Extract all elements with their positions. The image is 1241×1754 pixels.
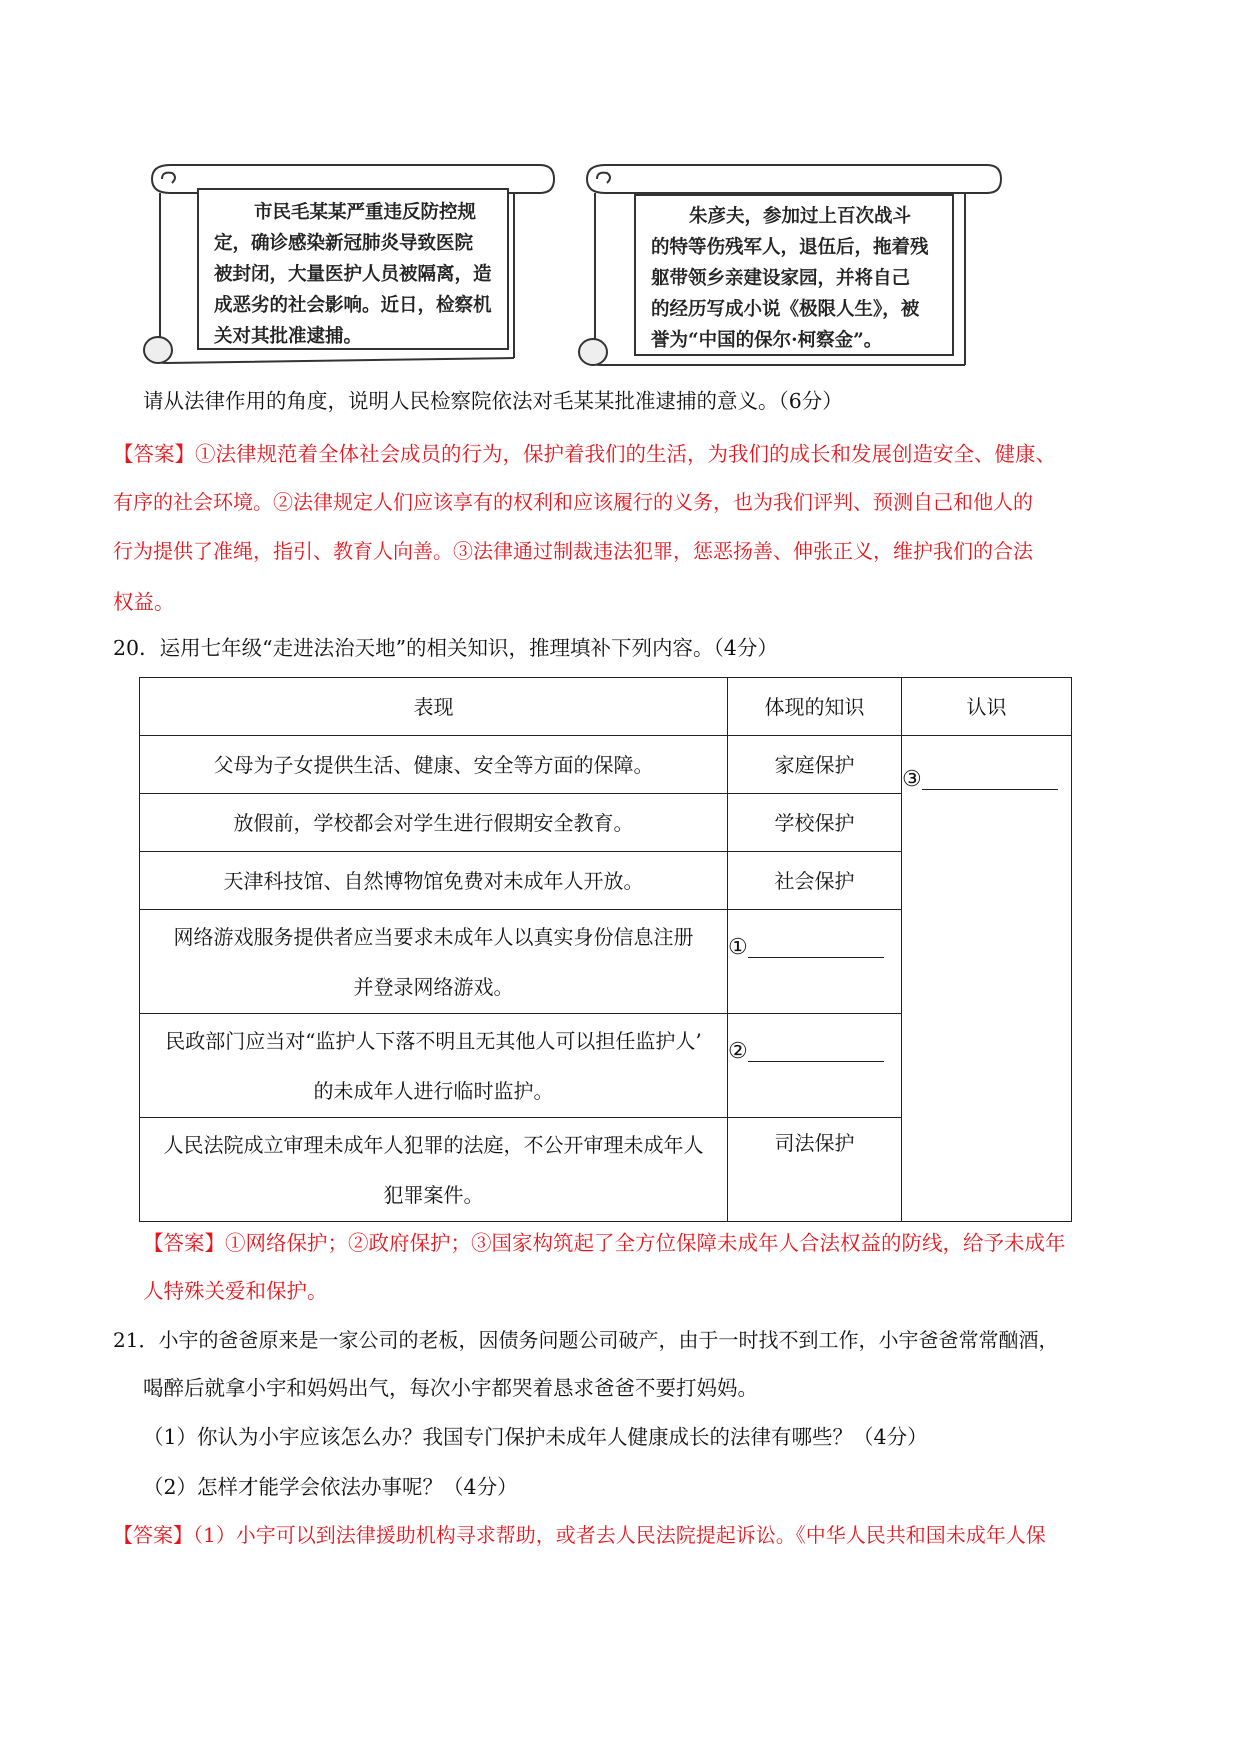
table-header-row bbox=[140, 678, 1072, 736]
scroll-illustration-1 bbox=[140, 155, 560, 370]
answer-19-line-1 bbox=[113, 444, 1056, 465]
answer-19-line-2: 有序的社会环境。②法律规定人们应该享有的权利和应该履行的义务，也为我们评判、预测自己和他人的 bbox=[113, 490, 1033, 514]
answer-21-line-1 bbox=[113, 1525, 1046, 1545]
scroll-illustration-2 bbox=[575, 155, 1005, 370]
performance-line: 民政部门应当对“监护人下落不明且无其他人可以担任监护人’ bbox=[165, 1028, 702, 1053]
table-cell-knowledge bbox=[728, 1014, 902, 1118]
question-21-sub-2: （2）怎样才能学会依法办事呢？（4分） bbox=[143, 1475, 518, 1499]
scroll-1-line: 关对其批准逮捕。 bbox=[214, 326, 363, 347]
question-21-sub-1: （1）你认为小宇应该怎么办？我国专门保护未成年人健康成长的法律有哪些？（4分） bbox=[143, 1425, 928, 1449]
scroll-1-line: 定，确诊感染新冠肺炎导致医院 bbox=[214, 233, 474, 254]
answer-text: （1）小宇可以到法律援助机构寻求帮助，或者去人民法院提起诉讼。《中华人民共和国未成年人保 bbox=[193, 1523, 1046, 1547]
scroll-2-line: 誉为“中国的保尔·柯察金”。 bbox=[651, 330, 883, 351]
table-cell-performance bbox=[140, 910, 728, 1014]
answer-text: ①网络保护；②政府保护；③国家构筑起了全方位保障未成年人合法权益的防线，给予未成年 bbox=[225, 1231, 1066, 1255]
performance-line: 网络游戏服务提供者应当要求未成年人以真实身份信息注册 bbox=[173, 924, 694, 949]
table-cell-knowledge bbox=[728, 910, 902, 1014]
answer-20-line-2: 人特殊关爱和保护。 bbox=[143, 1279, 328, 1303]
blank-marker-3: ③ bbox=[902, 767, 922, 792]
scroll-2-line: 躯带领乡亲建设家园，并将自己 bbox=[651, 268, 911, 289]
answer-tag: 【答案】 bbox=[113, 442, 195, 466]
scroll-1-line: 成恶劣的社会影响。近日，检察机 bbox=[214, 295, 492, 316]
table-cell-knowledge: 社会保护 bbox=[728, 852, 902, 910]
performance-line: 人民法院成立审理未成年人犯罪的法庭，不公开审理未成年人 bbox=[163, 1132, 704, 1157]
performance-line: 犯罪案件。 bbox=[383, 1182, 484, 1207]
performance-line: 并登录网络游戏。 bbox=[353, 974, 514, 999]
table-cell-performance: 父母为子女提供生活、健康、安全等方面的保障。 bbox=[140, 736, 728, 794]
scroll-1-line: 被封闭，大量医护人员被隔离，造 bbox=[214, 264, 492, 285]
fill-blank-1[interactable] bbox=[748, 935, 884, 958]
blank-marker-2: ② bbox=[728, 1039, 748, 1064]
question-21-line-2: 喝醉后就拿小宇和妈妈出气，每次小宇都哭着恳求爸爸不要打妈妈。 bbox=[143, 1376, 758, 1400]
scroll-2-line: 的经历写成小说《极限人生》，被 bbox=[651, 299, 920, 320]
table-cell-performance bbox=[140, 1014, 728, 1118]
scroll-1-line: 市民毛某某严重违反防控规 bbox=[254, 202, 477, 223]
table-row bbox=[140, 736, 1072, 794]
performance-line: 的未成年人进行临时监护。 bbox=[313, 1078, 554, 1103]
table-cell-knowledge: 学校保护 bbox=[728, 794, 902, 852]
table-header: 表现 bbox=[140, 678, 728, 736]
knowledge-table bbox=[139, 677, 1072, 1222]
question-20-prompt: 20．运用七年级“走进法治天地”的相关知识，推理填补下列内容。（4分） bbox=[113, 636, 778, 660]
table-cell-performance bbox=[140, 1118, 728, 1222]
scroll-2-line: 的特等伤残军人，退伍后，拖着残 bbox=[651, 237, 929, 258]
scroll-2-line: 朱彦夫，参加过上百次战斗 bbox=[689, 206, 912, 227]
table-header: 认识 bbox=[902, 678, 1072, 736]
question-21-line-1: 21．小宇的爸爸原来是一家公司的老板，因债务问题公司破产，由于一时找不到工作，小宇爸爸常常酗酒， bbox=[113, 1328, 1059, 1352]
answer-text: ①法律规范着全体社会成员的行为，保护着我们的生活，为我们的成长和发展创造安全、健康、 bbox=[195, 442, 1056, 466]
table-cell-knowledge: 家庭保护 bbox=[728, 736, 902, 794]
table-cell-recognition bbox=[902, 736, 1072, 1222]
answer-tag: 【答案】 bbox=[113, 1523, 193, 1547]
answer-19-line-4: 权益。 bbox=[113, 590, 175, 614]
table-cell-performance: 天津科技馆、自然博物馆免费对未成年人开放。 bbox=[140, 852, 728, 910]
answer-tag: 【答案】 bbox=[143, 1231, 225, 1255]
fill-blank-2[interactable] bbox=[748, 1039, 884, 1062]
answer-19-line-3: 行为提供了准绳，指引、教育人向善。③法律通过制裁违法犯罪，惩恶扬善、伸张正义，维护我们的合法 bbox=[113, 539, 1033, 563]
answer-20-line-1 bbox=[143, 1233, 1066, 1254]
table-cell-knowledge: 司法保护 bbox=[728, 1118, 902, 1222]
table-cell-performance: 放假前，学校都会对学生进行假期安全教育。 bbox=[140, 794, 728, 852]
fill-blank-3[interactable] bbox=[922, 767, 1058, 790]
table-header: 体现的知识 bbox=[728, 678, 902, 736]
question-19-prompt: 请从法律作用的角度，说明人民检察院依法对毛某某批准逮捕的意义。（6分） bbox=[143, 389, 843, 413]
blank-marker-1: ① bbox=[728, 935, 748, 960]
